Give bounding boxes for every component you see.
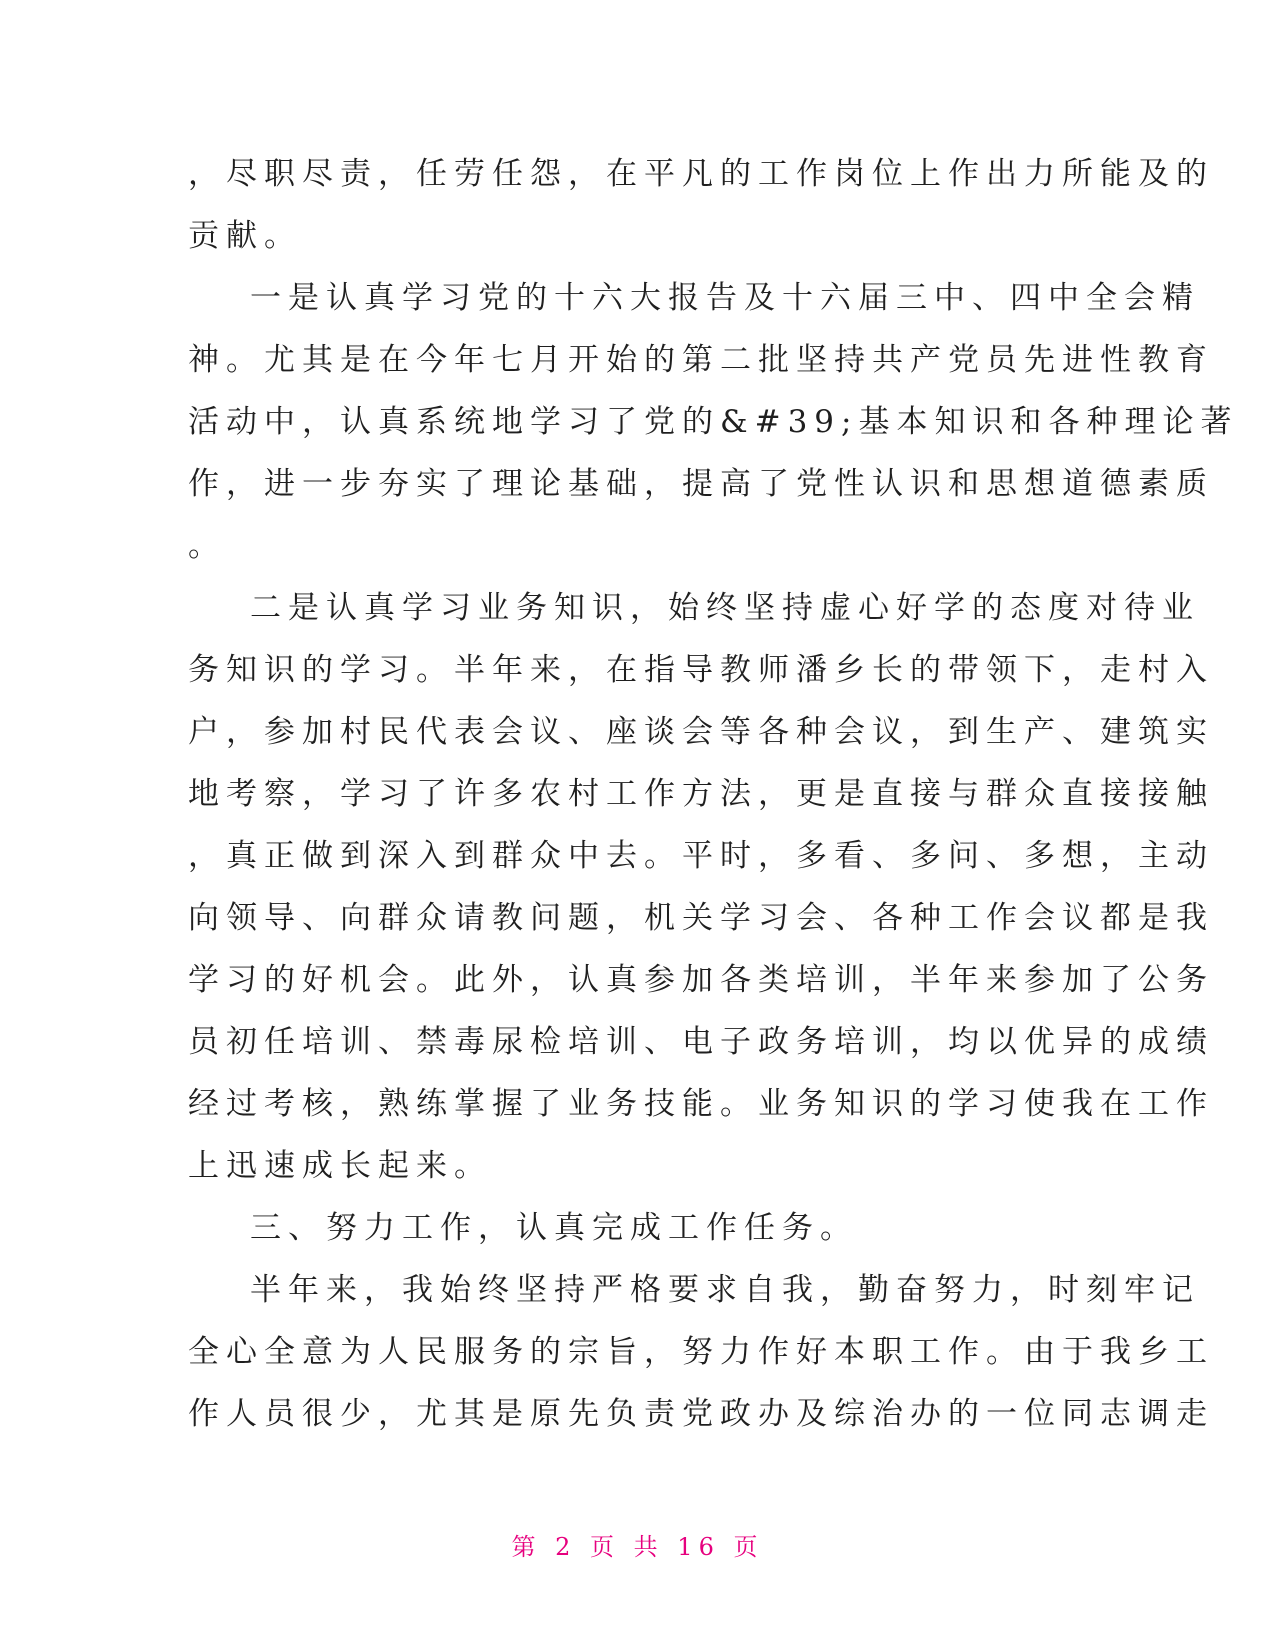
text-line: 活动中，认真系统地学习了党的&#39;基本知识和各种理论著 [188,404,1239,440]
text-line: 。 [188,528,226,564]
text-line: 作人员很少，尤其是原先负责党政办及综治办的一位同志调走 [188,1396,1214,1432]
text-line: 贡献。 [188,218,302,254]
text-line: ，尽职尽责，任劳任怨，在平凡的工作岗位上作出力所能及的 [188,156,1214,192]
paragraph-start-line: 半年来，我始终坚持严格要求自我，勤奋努力，时刻牢记 [250,1272,1200,1308]
text-line: 向领导、向群众请教问题，机关学习会、各种工作会议都是我 [188,900,1214,936]
paragraph-start-line: 二是认真学习业务知识，始终坚持虚心好学的态度对待业 [250,590,1200,626]
text-line: 作，进一步夯实了理论基础，提高了党性认识和思想道德素质 [188,466,1214,502]
text-line: ，真正做到深入到群众中去。平时，多看、多问、多想，主动 [188,838,1214,874]
text-line: 地考察，学习了许多农村工作方法，更是直接与群众直接接触 [188,776,1214,812]
text-line: 员初任培训、禁毒尿检培训、电子政务培训，均以优异的成绩 [188,1024,1214,1060]
paragraph-start-line: 一是认真学习党的十六大报告及十六届三中、四中全会精 [250,280,1200,316]
text-line: 全心全意为人民服务的宗旨，努力作好本职工作。由于我乡工 [188,1334,1214,1370]
text-line: 神。尤其是在今年七月开始的第二批坚持共产党员先进性教育 [188,342,1214,378]
text-line: 务知识的学习。半年来，在指导教师潘乡长的带领下，走村入 [188,652,1214,688]
text-line: 户，参加村民代表会议、座谈会等各种会议，到生产、建筑实 [188,714,1214,750]
text-line: 学习的好机会。此外，认真参加各类培训，半年来参加了公务 [188,962,1214,998]
page-number-footer: 第 2 页 共 16 页 [511,1533,764,1561]
section-heading: 三、努力工作，认真完成工作任务。 [250,1210,858,1246]
text-line: 上迅速成长起来。 [188,1148,492,1184]
text-line: 经过考核，熟练掌握了业务技能。业务知识的学习使我在工作 [188,1086,1214,1122]
